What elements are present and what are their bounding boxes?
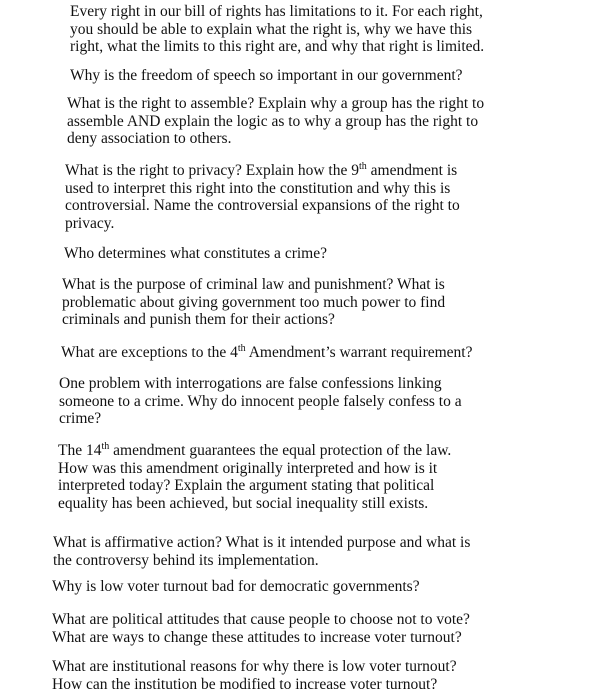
question-line: What is the right to privacy? Explain how the 9th amendment is xyxy=(65,161,458,179)
question-line: How was this amendment originally interpreted and how is it xyxy=(58,459,438,477)
question-line: What are institutional reasons for why there is low voter turnout? xyxy=(52,658,457,675)
question-line: Why is the freedom of speech so important in our government? xyxy=(70,67,463,84)
question-line: right, what the limits to this right are, and why that right is limited. xyxy=(70,38,485,55)
question-line: The 14th amendment guarantees the equal protection of the law. xyxy=(58,441,452,459)
question-line: assemble AND explain the logic as to why a group has the right to xyxy=(67,112,479,130)
question-line: What are political attitudes that cause people to choose not to vote? xyxy=(52,611,470,628)
question-9 xyxy=(58,442,451,512)
question-line: someone to a crime. Why do innocent people falsely confess to a xyxy=(59,392,462,410)
question-line: How can the institution be modified to increase voter turnout? xyxy=(52,675,438,693)
question-line: What is the right to assemble? Explain why a group has the right to xyxy=(67,95,485,112)
question-line: controversial. Name the controversial expansions of the right to xyxy=(65,197,460,214)
superscript: th xyxy=(237,343,246,354)
question-line: What are ways to change these attitudes to increase voter turnout? xyxy=(52,628,462,646)
question-8 xyxy=(59,375,462,428)
question-4 xyxy=(65,162,460,232)
question-line: What is the purpose of criminal law and punishment? What is xyxy=(62,276,445,293)
question-line: the controversy behind its implementation. xyxy=(53,551,319,569)
question-line: What are exceptions to the 4th Amendment’s warrant requirement? xyxy=(61,343,473,361)
question-line: used to interpret this right into the constitution and why this is xyxy=(65,179,451,197)
question-12 xyxy=(52,611,470,646)
question-2 xyxy=(70,67,463,85)
question-13 xyxy=(52,658,457,693)
superscript: th xyxy=(359,161,367,172)
superscript: th xyxy=(101,441,110,452)
question-line: Why is low voter turnout bad for democratic governments? xyxy=(52,578,420,595)
question-line: privacy. xyxy=(65,214,115,232)
question-line: One problem with interrogations are false confessions linking xyxy=(59,375,442,392)
question-7 xyxy=(61,344,473,362)
question-line: problematic about giving government too much power to find xyxy=(62,293,446,311)
question-line: Every right in our bill of rights has limitations to it. For each right, xyxy=(70,3,483,20)
question-line: equality has been achieved, but social inequality still exists. xyxy=(58,494,429,512)
question-line: Who determines what constitutes a crime? xyxy=(64,245,327,262)
question-line: you should be able to explain what the right is, why we have this xyxy=(70,20,473,38)
question-11 xyxy=(52,578,420,596)
question-line: What is affirmative action? What is it intended purpose and what is xyxy=(53,534,471,551)
question-1 xyxy=(70,3,484,56)
question-line: deny association to others. xyxy=(67,130,232,147)
question-line: crime? xyxy=(59,410,102,427)
question-line: interpreted today? Explain the argument stating that political xyxy=(58,477,435,494)
question-5 xyxy=(64,245,327,263)
question-3 xyxy=(67,95,484,148)
question-10 xyxy=(53,534,470,569)
question-6 xyxy=(62,276,445,329)
question-line: criminals and punish them for their actions? xyxy=(62,311,335,328)
